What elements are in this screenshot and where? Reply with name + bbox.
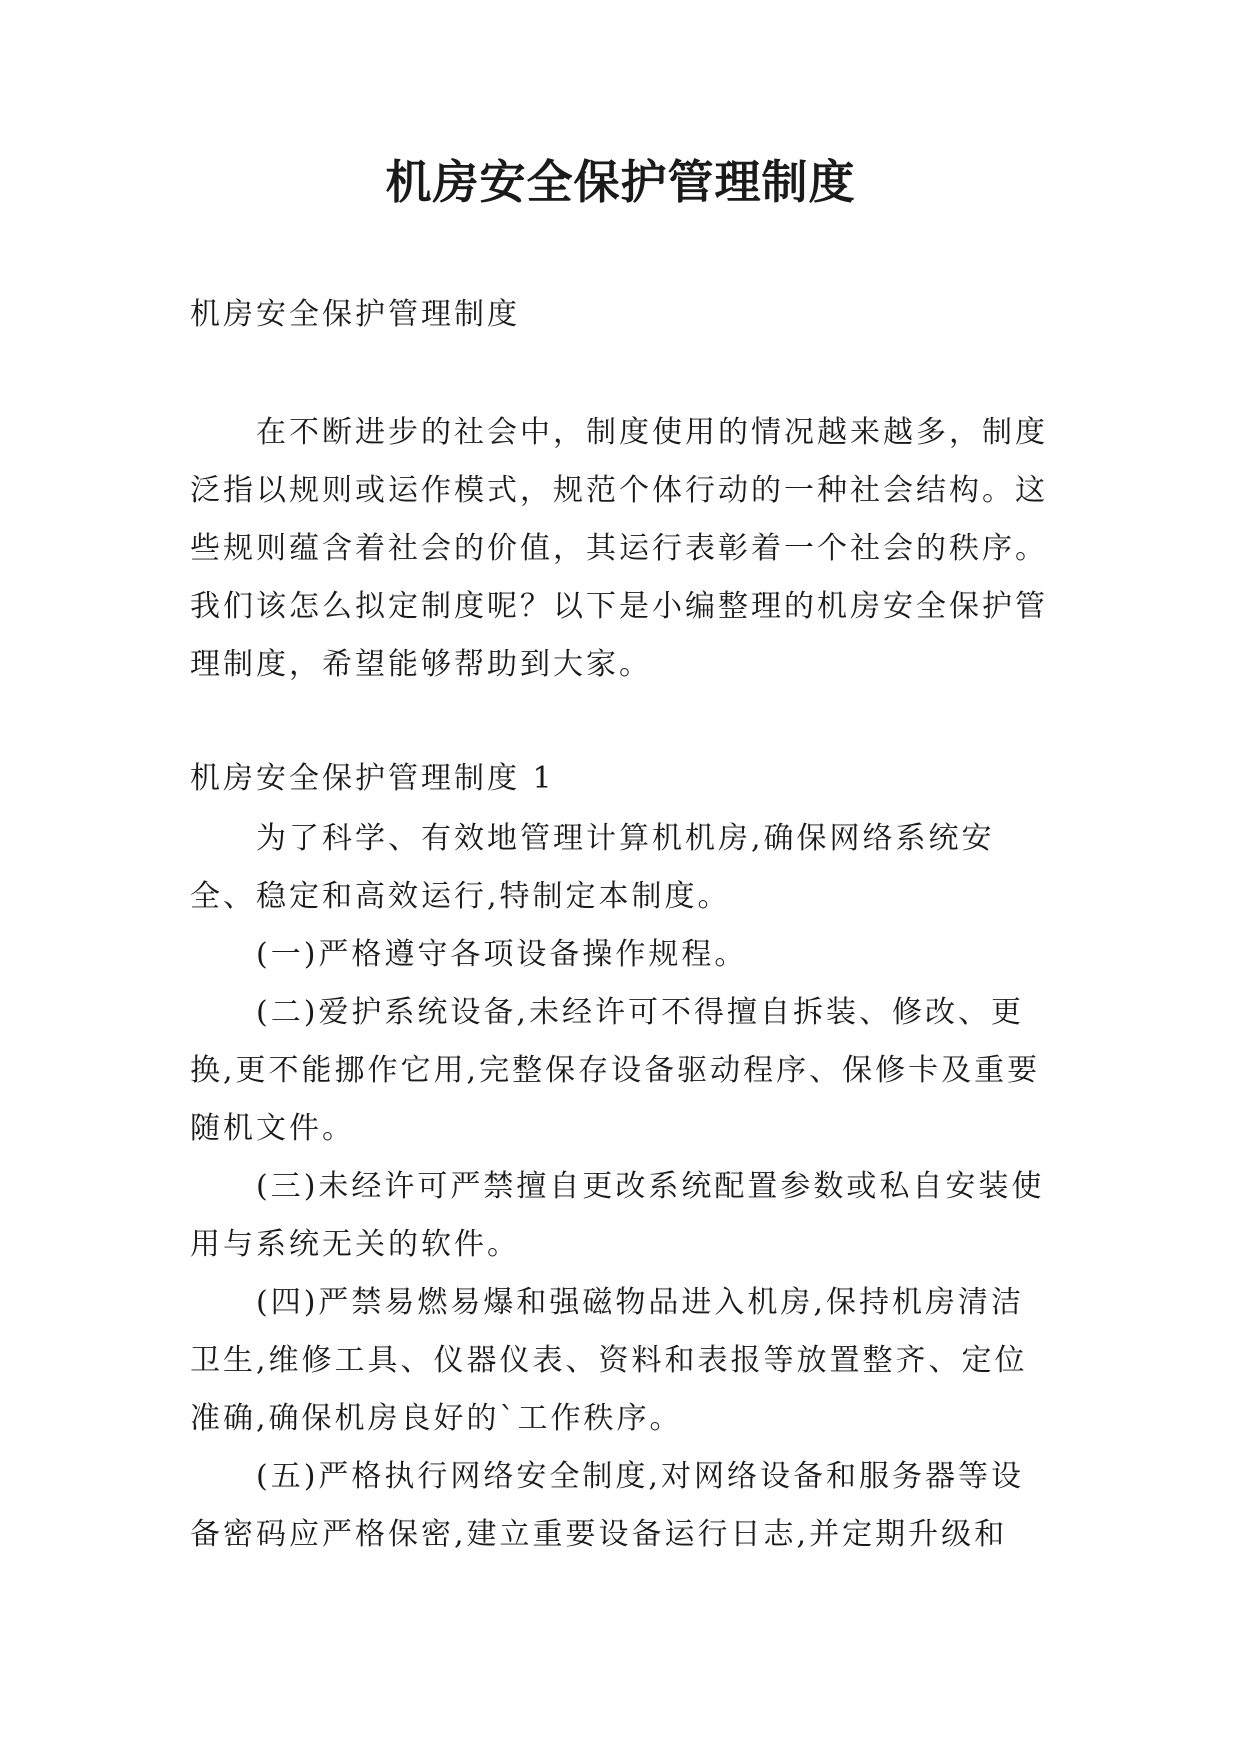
document-subtitle: 机房安全保护管理制度	[190, 297, 520, 332]
body-paragraph: (四)严禁易燃易爆和强磁物品进入机房,保持机房清洁卫生,维修工具、仪器仪表、资料和表报等放置整齐、定位准确,确保机房良好的`工作秩序。	[190, 1285, 1028, 1436]
body-paragraph: (一)严格遵守各项设备操作规程。	[256, 937, 748, 972]
section-body	[190, 810, 1052, 1564]
document-title: 机房安全保护管理制度	[385, 155, 856, 209]
body-paragraph: 为了科学、有效地管理计算机机房,确保网络系统安全、稳定和高效运行,特制定本制度。	[190, 821, 995, 914]
intro-paragraph: 在不断进步的社会中，制度使用的情况越来越多，制度泛指以规则或运作模式，规范个体行动的一种社会结构。这些规则蕴含着社会的价值，其运行表彰着一个社会的秩序。我们该怎么拟定制度呢？以下是小编整理的机房安全保护管理制度，希望能够帮助到大家。	[190, 415, 1048, 682]
body-paragraph: (三)未经许可严禁擅自更改系统配置参数或私自安装使用与系统无关的软件。	[190, 1169, 1045, 1262]
body-paragraph: (五)严格执行网络安全制度,对网络设备和服务器等设备密码应严格保密,建立重要设备运行日志,并定期升级和	[190, 1459, 1024, 1552]
section-title: 机房安全保护管理制度 1	[190, 761, 555, 796]
body-paragraph: (二)爱护系统设备,未经许可不得擅自拆装、修改、更换,更不能挪作它用,完整保存设备驱动程序、保修卡及重要随机文件。	[190, 995, 1041, 1146]
